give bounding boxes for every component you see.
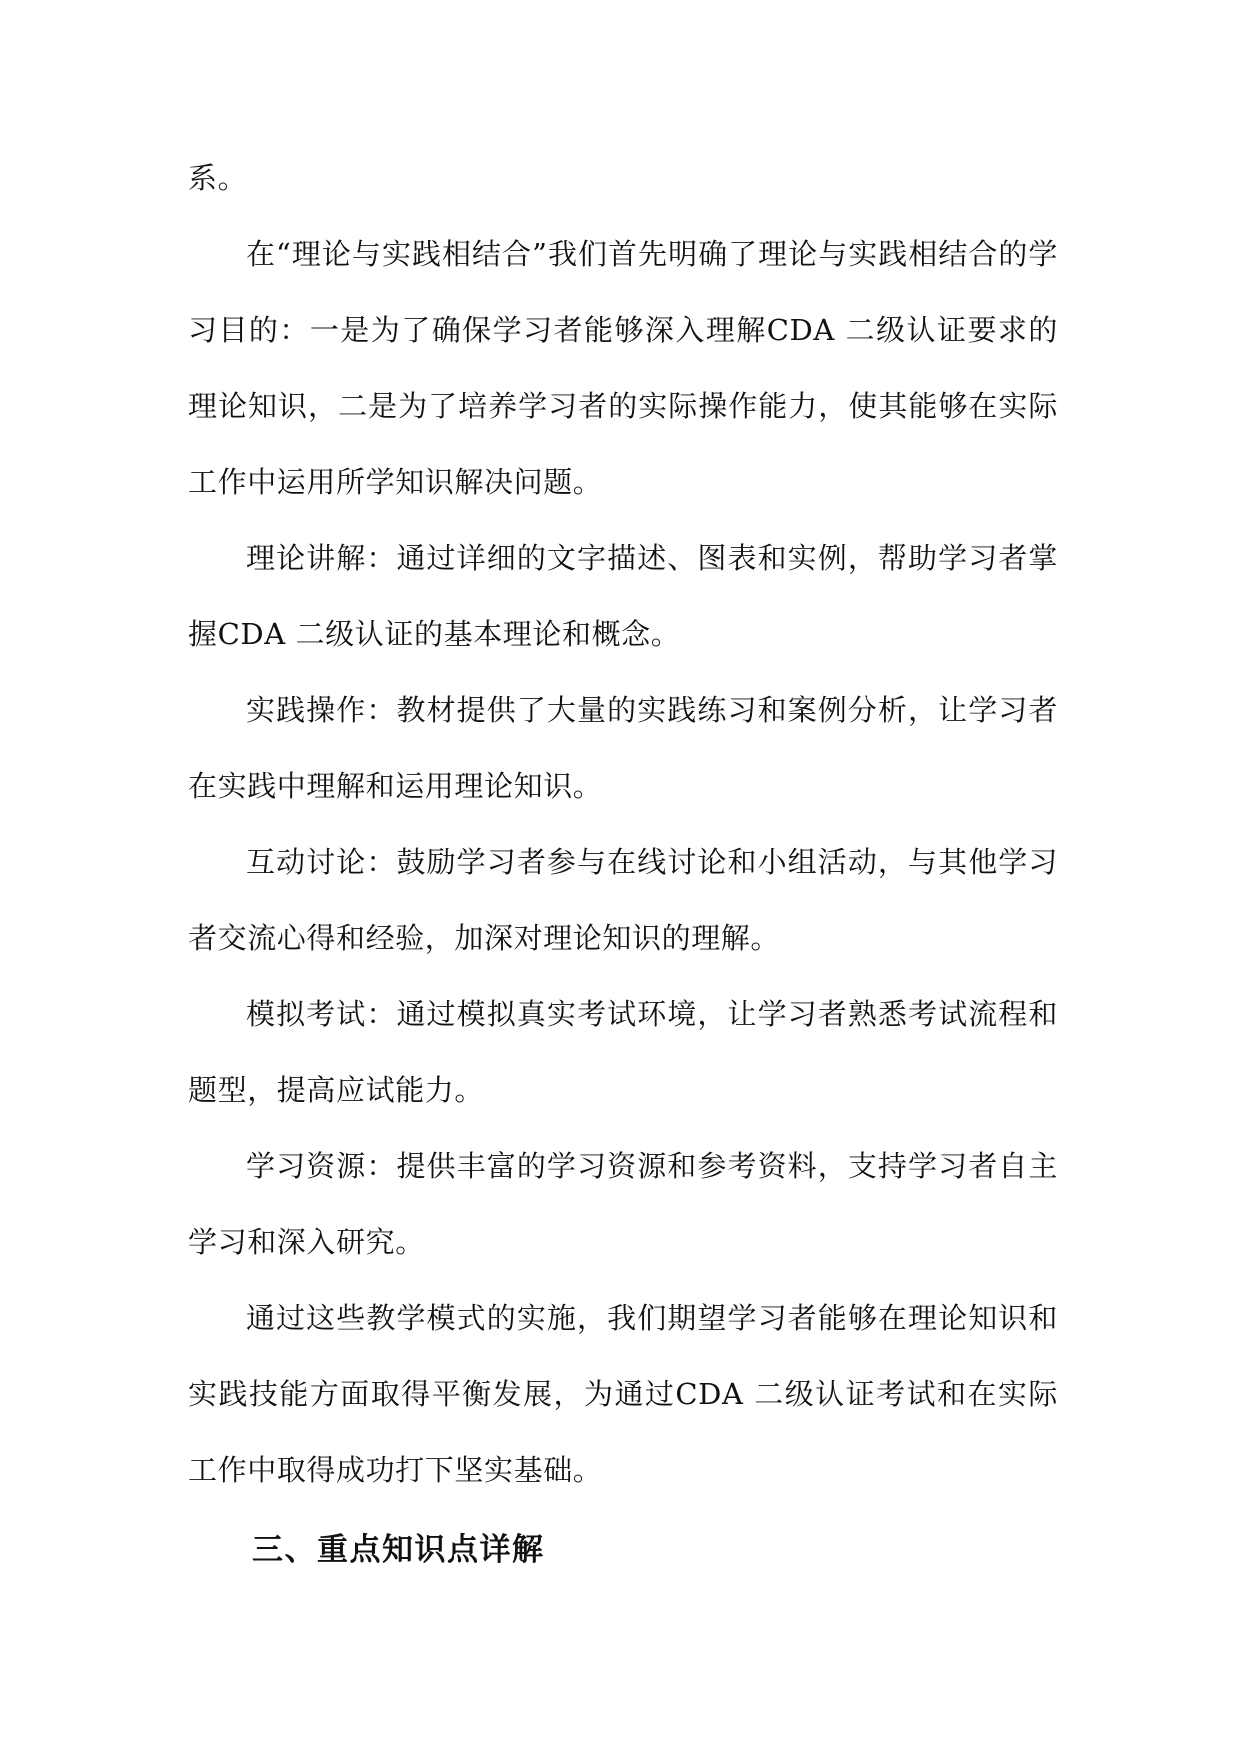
paragraph-mock-exam: 模拟考试：通过模拟真实考试环境，让学习者熟悉考试流程和题型，提高应试能力。 <box>188 997 1058 1107</box>
paragraph-continuation: 系。 <box>188 161 248 195</box>
paragraph-discussion: 互动讨论：鼓励学习者参与在线讨论和小组活动，与其他学习者交流心得和经验，加深对理论知识的理解。 <box>188 845 1058 955</box>
section-heading: 三、重点知识点详解 <box>252 1532 545 1568</box>
paragraph-resources: 学习资源：提供丰富的学习资源和参考资料，支持学习者自主学习和深入研究。 <box>188 1149 1058 1259</box>
paragraph-learning-goals: 在“理论与实践相结合”我们首先明确了理论与实践相结合的学习目的：一是为了确保学习者能够深入理解CDA 二级认证要求的理论知识，二是为了培养学习者的实际操作能力，使其能够在实际工作中运用所学知识解决问题。 <box>188 237 1058 499</box>
document-body <box>188 140 1058 1508</box>
paragraph-practice: 实践操作：教材提供了大量的实践练习和案例分析，让学习者在实践中理解和运用理论知识。 <box>188 693 1058 803</box>
paragraph-summary: 通过这些教学模式的实施，我们期望学习者能够在理论知识和实践技能方面取得平衡发展，为通过CDA 二级认证考试和在实际工作中取得成功打下坚实基础。 <box>188 1301 1058 1487</box>
paragraph-theory-explanation: 理论讲解：通过详细的文字描述、图表和实例，帮助学习者掌握CDA 二级认证的基本理论和概念。 <box>188 541 1058 651</box>
